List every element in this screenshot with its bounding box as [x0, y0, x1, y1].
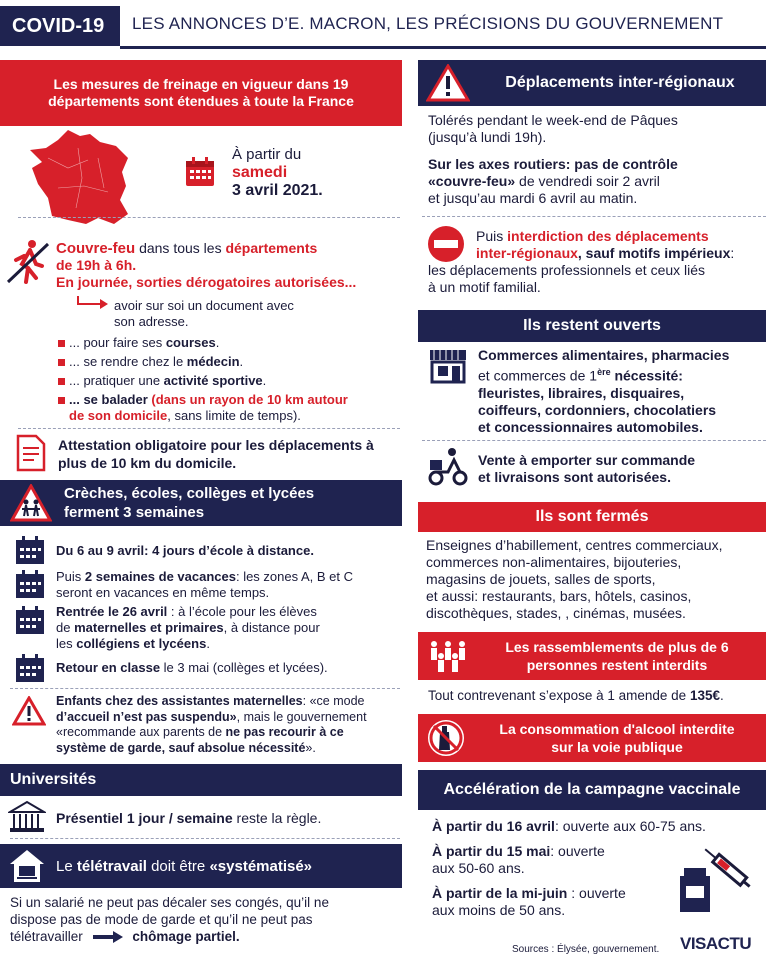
- ecoles-row-2: Puis 2 semaines de vacances: les zones A, B et C seront en vacances en même temps.: [56, 569, 354, 600]
- delivery-scooter-icon: [426, 446, 468, 486]
- vaccin-list: À partir du 16 avril: ouverte aux 60-75 ans. À partir du 15 mai: ouverte aux 50-60 ans. À partir de la mi-juin : ouverte aux moins de 50 ans.: [432, 818, 706, 918]
- deplacements-banner: [418, 60, 766, 106]
- universites-banner: [0, 764, 402, 796]
- date-day: samedi: [232, 164, 288, 181]
- document-line-2: son adresse.: [114, 314, 189, 329]
- warning-icon: [12, 696, 46, 726]
- no-alcohol-icon: [426, 718, 466, 758]
- chomage-text: Si un salarié ne peut pas décaler ses congés, qu’il ne dispose pas de mode de garde et qu’il ne peut pas télétravailler chômage partiel.: [10, 895, 329, 944]
- header: [0, 0, 766, 52]
- rassemblements-title: Les rassemblements de plus de 6 personnes restent interdits: [505, 639, 729, 673]
- header-rule: [120, 46, 766, 49]
- ouverts-list: Commerces alimentaires, pharmacies et commerces de 1ère nécessité: fleuristes, libraires, disquaires, coiffeurs, cordonniers, chocolatiers et concessionnaires automobiles.: [478, 347, 730, 435]
- ouverts-title: Ils restent ouverts: [523, 317, 661, 334]
- ecoles-row-1: Du 6 au 9 avril: 4 jours d’école à distance.: [56, 543, 314, 558]
- divider: [10, 838, 400, 839]
- header-tag: COVID-19: [0, 6, 120, 46]
- couvrefeu-dept: départements: [225, 240, 318, 256]
- sortie-list: [58, 333, 348, 424]
- divider: [422, 216, 766, 217]
- fermes-title: Ils sont fermés: [535, 508, 649, 525]
- france-map-icon: [28, 128, 136, 228]
- date-full: 3 avril 2021.: [232, 182, 323, 199]
- couvrefeu-mid: dans tous les: [135, 240, 226, 256]
- document-line-1: avoir sur soi un document avec: [114, 298, 294, 313]
- calendar-icon: [14, 570, 46, 600]
- date-block: [232, 146, 323, 200]
- freinage-banner: [0, 60, 402, 126]
- vaccin-title: Accélération de la campagne vaccinale: [443, 781, 741, 798]
- home-computer-icon: [8, 848, 46, 884]
- list-item: ... pour faire ses courses.: [58, 333, 348, 352]
- deplacements-p2: Sur les axes routiers: pas de contrôle «couvre-feu» de vendredi soir 2 avril et jusqu’au mardi 6 avril au matin.: [428, 156, 678, 206]
- sources: Sources : Élysée, gouvernement.: [512, 944, 660, 955]
- ecoles-row-3: Rentrée le 26 avril : à l’école pour les élèves de maternelles et primaires, à distance pour les collégiens et lycéens.: [56, 604, 320, 651]
- list-item: ... se rendre chez le médecin.: [58, 352, 348, 371]
- presentiel-text: Présentiel 1 jour / semaine reste la règle.: [56, 810, 322, 826]
- divider: [422, 440, 766, 441]
- group-people-icon: [426, 638, 470, 674]
- deplacements-p1: Tolérés pendant le week-end de Pâques (jusqu’à lundi 19h).: [428, 112, 678, 145]
- list-item: ... pratiquer une activité sportive.: [58, 371, 348, 390]
- couvrefeu-text: [56, 240, 396, 291]
- ecoles-row-4: Retour en classe le 3 mai (collèges et lycées).: [56, 660, 328, 675]
- deplacements-title: Déplacements inter-régionaux: [505, 74, 735, 91]
- freinage-title: Les mesures de freinage en vigueur dans 19 départements sont étendues à toute la France: [48, 76, 354, 109]
- calendar-icon: [184, 156, 216, 188]
- shop-icon: [428, 348, 468, 384]
- couvrefeu-hours: de 19h à 6h.: [56, 257, 137, 273]
- amende-text: Tout contrevenant s’expose à 1 amende de 135€.: [428, 688, 724, 703]
- visactu-logo: VISACTU: [680, 934, 752, 953]
- divider: [18, 428, 400, 429]
- header-title: LES ANNONCES D’E. MACRON, LES PRÉCISIONS DU GOUVERNEMENT: [132, 14, 724, 33]
- vaccine-syringe-icon: [676, 838, 756, 914]
- deplacements-p3: Puis interdiction des déplacements inter-régionaux, sauf motifs impérieux: les déplacements professionnels et ceux liés à un motif familial.: [428, 228, 735, 295]
- warning-icon: [426, 64, 470, 102]
- universites-title: Universités: [10, 771, 97, 788]
- vente-text: Vente à emporter sur commande et livraisons sont autorisées.: [478, 452, 696, 485]
- arrow-right-icon: [91, 931, 125, 943]
- couvrefeu-label: Couvre-feu: [56, 240, 136, 257]
- calendar-icon: [14, 654, 46, 684]
- document-icon: [14, 434, 48, 472]
- assistantes-text: Enfants chez des assistantes maternelles: «ce mode d’accueil n’est pas suspendu», mais le gouvernement «recommande aux parents de ne pas recourir à ce système de garde, sauf absolue nécessité».: [56, 694, 367, 755]
- vaccin-banner: [418, 770, 766, 810]
- calendar-icon: [14, 536, 46, 566]
- document-line: [114, 298, 294, 330]
- divider: [10, 688, 400, 689]
- alcool-banner: [418, 714, 766, 762]
- teletravail-banner: Le télétravail doit être «systématisé»: [0, 844, 402, 888]
- rassemblements-banner: [418, 632, 766, 680]
- ecoles-title: Crèches, écoles, collèges et lycées ferment 3 semaines: [64, 485, 315, 521]
- divider: [18, 217, 400, 218]
- fermes-list: Enseignes d’habillement, centres commerciaux, commerces non-alimentaires, bijouteries, magasins de jouets, salles de sports, et aussi: restaurants, bars, hôtels, casinos, discothèques, stades, , cinémas, musées.: [426, 537, 723, 621]
- fermes-banner: [418, 502, 766, 532]
- list-item: ... se balader (dans un rayon de 10 km autour de son domicile, sans limite de temps).: [58, 392, 348, 424]
- ouverts-banner: [418, 310, 766, 342]
- alcool-title: La consommation d'alcool interdite sur la voie publique: [499, 721, 735, 755]
- arrow-icon: [76, 296, 110, 310]
- couvrefeu-sorties: En journée, sorties dérogatoires autorisées...: [56, 274, 357, 290]
- school-warning-icon: [10, 484, 52, 522]
- university-building-icon: [8, 800, 46, 834]
- ecoles-banner: [0, 480, 402, 526]
- calendar-icon: [14, 606, 46, 636]
- date-pre: À partir du: [232, 146, 302, 163]
- attestation-text: Attestation obligatoire pour les déplacements à plus de 10 km du domicile.: [58, 437, 374, 471]
- walking-person-barred-icon: [6, 238, 50, 286]
